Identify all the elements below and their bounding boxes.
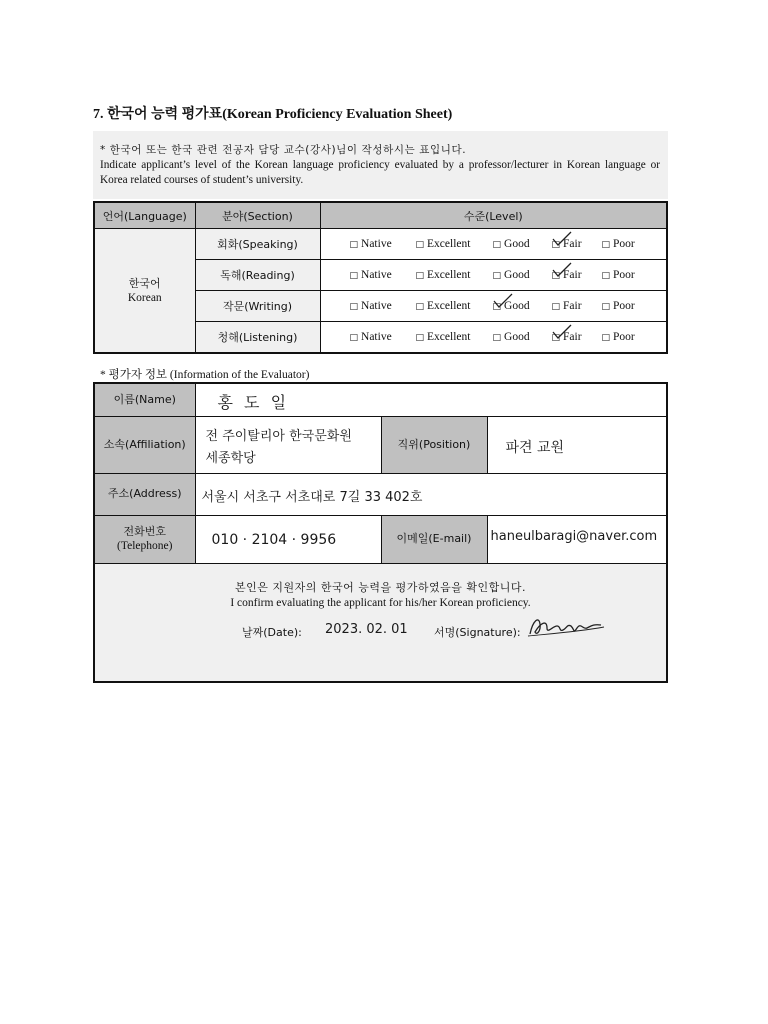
position-value: 파견 교원 xyxy=(505,439,565,456)
section-speaking: 회화(Speaking) xyxy=(195,229,320,260)
checkbox-icon: □ xyxy=(551,333,561,343)
option-label: Good xyxy=(504,238,530,250)
option-label: Fair xyxy=(563,331,582,343)
intro-english: Indicate applicant’s level of the Korean language proficiency evaluated by a professor/lecturer in Korean language or Korea related courses of student’s university. xyxy=(100,159,660,186)
email-label: 이메일(E-mail) xyxy=(381,515,487,563)
table-header-row xyxy=(94,202,667,229)
checkbox-icon: □ xyxy=(601,271,611,281)
option-excellent[interactable] xyxy=(416,300,471,312)
checkbox-icon: □ xyxy=(601,333,611,343)
option-label: Fair xyxy=(563,269,582,281)
checkbox-icon: □ xyxy=(349,240,359,250)
section-listening: 청해(Listening) xyxy=(195,322,320,354)
option-label: Good xyxy=(504,331,530,343)
option-poor[interactable] xyxy=(602,300,635,312)
header-section: 분야(Section) xyxy=(195,202,320,229)
confirmation-korean: 본인은 지원자의 한국어 능력을 평가하였음을 확인합니다. xyxy=(234,580,526,594)
option-label: Fair xyxy=(563,300,582,312)
affiliation-row xyxy=(94,416,667,473)
option-poor[interactable] xyxy=(602,238,635,250)
checkbox-icon: □ xyxy=(601,302,611,312)
address-value-cell xyxy=(195,473,667,515)
checkmark-icon xyxy=(551,231,573,247)
option-excellent[interactable] xyxy=(416,238,471,250)
intro-box xyxy=(93,131,668,199)
option-native[interactable] xyxy=(350,238,392,250)
name-value: 홍 도 일 xyxy=(217,393,290,412)
checkbox-icon: □ xyxy=(415,240,425,250)
table-row xyxy=(94,229,667,260)
checkbox-icon: □ xyxy=(551,240,561,250)
checkbox-icon: □ xyxy=(349,302,359,312)
checkbox-icon: □ xyxy=(492,240,502,250)
position-value-cell xyxy=(487,416,667,473)
option-native[interactable] xyxy=(350,300,392,312)
address-label: 주소(Address) xyxy=(94,473,195,515)
checkbox-icon: □ xyxy=(492,333,502,343)
contact-row xyxy=(94,515,667,563)
checkmark-icon xyxy=(492,293,514,309)
section-reading: 독해(Reading) xyxy=(195,260,320,291)
option-label: Native xyxy=(361,300,392,312)
option-label: Excellent xyxy=(427,300,471,312)
name-value-cell xyxy=(195,383,667,416)
position-label: 직위(Position) xyxy=(381,416,487,473)
checkbox-icon: □ xyxy=(492,302,502,312)
option-label: Poor xyxy=(613,238,635,250)
address-row xyxy=(94,473,667,515)
checkbox-icon: □ xyxy=(415,271,425,281)
option-label: Poor xyxy=(613,331,635,343)
checkbox-icon: □ xyxy=(601,240,611,250)
header-level: 수준(Level) xyxy=(320,202,667,229)
option-label: Native xyxy=(361,238,392,250)
checkbox-icon: □ xyxy=(349,271,359,281)
language-cell xyxy=(94,229,195,354)
option-poor[interactable] xyxy=(602,269,635,281)
section-writing: 작문(Writing) xyxy=(195,291,320,322)
checkbox-icon: □ xyxy=(415,333,425,343)
option-label: Poor xyxy=(613,300,635,312)
option-fair[interactable] xyxy=(552,300,582,312)
option-good[interactable] xyxy=(493,238,530,250)
level-cell xyxy=(320,260,667,291)
level-cell xyxy=(320,229,667,260)
date-value: 2023. 02. 01 xyxy=(325,621,408,637)
option-good[interactable] xyxy=(493,331,530,343)
option-label: Excellent xyxy=(427,269,471,281)
affiliation-line2: 세종학당 xyxy=(205,450,256,466)
checkbox-icon: □ xyxy=(551,271,561,281)
checkmark-icon xyxy=(551,262,573,278)
intro-korean: * 한국어 또는 한국 관련 전공자 담당 교수(강사)님이 작성하시는 표입니다. xyxy=(100,144,467,156)
affiliation-line1: 전 주이탈리아 한국문화원 xyxy=(205,428,352,444)
section-title: 7. 한국어 능력 평가표(Korean Proficiency Evaluation Sheet) xyxy=(93,107,453,122)
telephone-label: 전화번호 (Telephone) xyxy=(94,515,195,563)
signature-image xyxy=(527,612,607,642)
confirmation-cell xyxy=(94,563,667,682)
option-label: Excellent xyxy=(427,331,471,343)
option-poor[interactable] xyxy=(602,331,635,343)
telephone-value: 010 · 2104 · 9956 xyxy=(211,531,337,548)
proficiency-table xyxy=(93,201,668,354)
address-value: 서울시 서초구 서초대로 7길 33 402호 xyxy=(201,489,423,505)
level-cell xyxy=(320,291,667,322)
name-label: 이름(Name) xyxy=(94,383,195,416)
checkbox-icon: □ xyxy=(349,333,359,343)
language-korean: 한국어 xyxy=(128,276,161,290)
checkmark-icon xyxy=(551,324,573,340)
option-label: Native xyxy=(361,331,392,343)
option-native[interactable] xyxy=(350,269,392,281)
affiliation-label: 소속(Affiliation) xyxy=(94,416,195,473)
email-value: haneulbaragi@naver.com xyxy=(490,529,658,544)
option-native[interactable] xyxy=(350,331,392,343)
evaluator-section-label: * 평가자 정보 (Information of the Evaluator) xyxy=(100,369,310,381)
signature-label: 서명(Signature): xyxy=(434,625,521,639)
option-label: Fair xyxy=(563,238,582,250)
option-label: Excellent xyxy=(427,238,471,250)
option-excellent[interactable] xyxy=(416,269,471,281)
option-label: Native xyxy=(361,269,392,281)
option-good[interactable] xyxy=(493,269,530,281)
option-excellent[interactable] xyxy=(416,331,471,343)
option-label: Poor xyxy=(613,269,635,281)
option-label: Good xyxy=(504,269,530,281)
confirmation-row xyxy=(94,563,667,682)
option-label: Good xyxy=(504,300,530,312)
date-label: 날짜(Date): xyxy=(242,625,302,639)
checkbox-icon: □ xyxy=(415,302,425,312)
name-row xyxy=(94,383,667,416)
header-language: 언어(Language) xyxy=(94,202,195,229)
level-cell xyxy=(320,322,667,354)
telephone-value-cell xyxy=(195,515,381,563)
affiliation-value-cell xyxy=(195,416,381,473)
checkbox-icon: □ xyxy=(492,271,502,281)
email-value-cell xyxy=(487,515,667,563)
confirmation-english: I confirm evaluating the applicant for his/her Korean proficiency. xyxy=(230,596,531,609)
evaluator-table xyxy=(93,382,668,683)
checkbox-icon: □ xyxy=(551,302,561,312)
language-english: Korean xyxy=(127,291,162,304)
